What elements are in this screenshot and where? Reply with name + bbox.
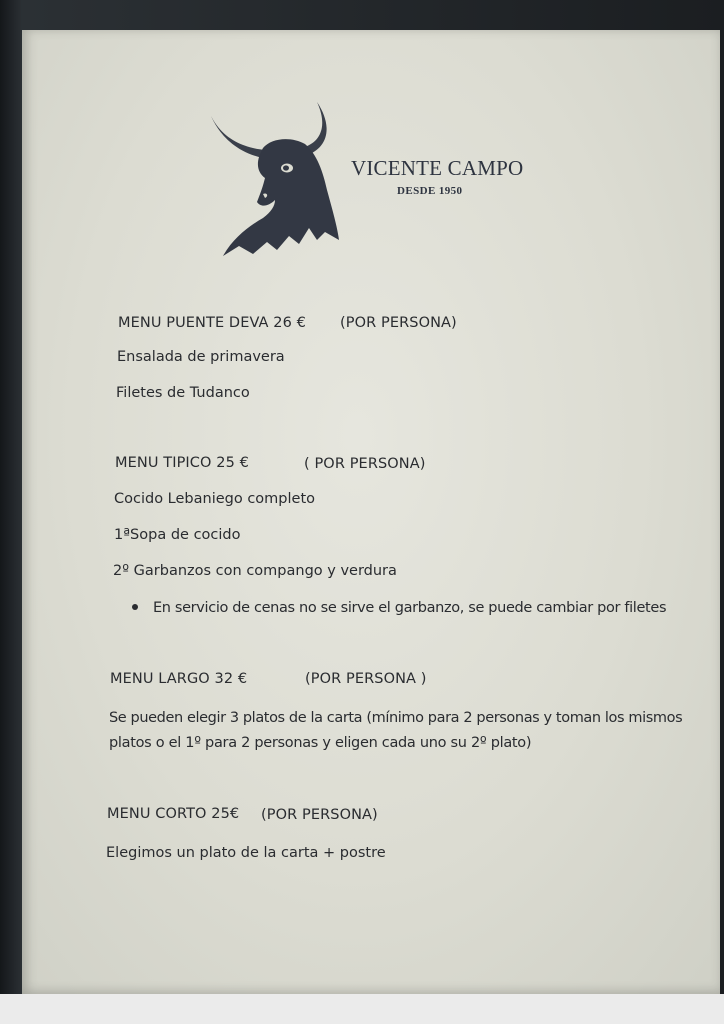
- brand-since: DESDE 1950: [397, 185, 463, 197]
- menu-item: Se pueden elegir 3 platos de la carta (mínimo para 2 personas y toman los mismos: [109, 710, 683, 726]
- menu-item: 1ªSopa de cocido: [114, 527, 241, 543]
- page-bottom-edge: [0, 994, 724, 1024]
- menu-per-person: (POR PERSONA ): [305, 671, 427, 687]
- menu-item: Filetes de Tudanco: [116, 385, 250, 401]
- brand-name: VICENTE CAMPO: [351, 156, 524, 180]
- menu-title: MENU TIPICO 25 €: [115, 455, 249, 471]
- menu-item: platos o el 1º para 2 personas y eligen cada uno su 2º plato): [109, 735, 532, 751]
- menu-per-person: (POR PERSONA): [261, 807, 378, 823]
- menu-note: En servicio de cenas no se sirve el garbanzo, se puede cambiar por filetes: [153, 600, 667, 616]
- menu-item: Ensalada de primavera: [117, 349, 285, 365]
- menu-title: MENU PUENTE DEVA 26 €: [118, 315, 306, 331]
- menu-item: Cocido Lebaniego completo: [114, 491, 316, 507]
- bullet-icon: [132, 604, 138, 610]
- menu-title: MENU LARGO 32 €: [110, 671, 248, 687]
- menu-per-person: ( POR PERSONA): [304, 456, 426, 472]
- menu-per-person: (POR PERSONA): [340, 315, 457, 331]
- menu-item: 2º Garbanzos con compango y verdura: [113, 563, 397, 579]
- menu-item: Elegimos un plato de la carta + postre: [106, 845, 386, 861]
- menu-title: MENU CORTO 25€: [107, 806, 240, 822]
- bull-head-icon: [205, 98, 345, 258]
